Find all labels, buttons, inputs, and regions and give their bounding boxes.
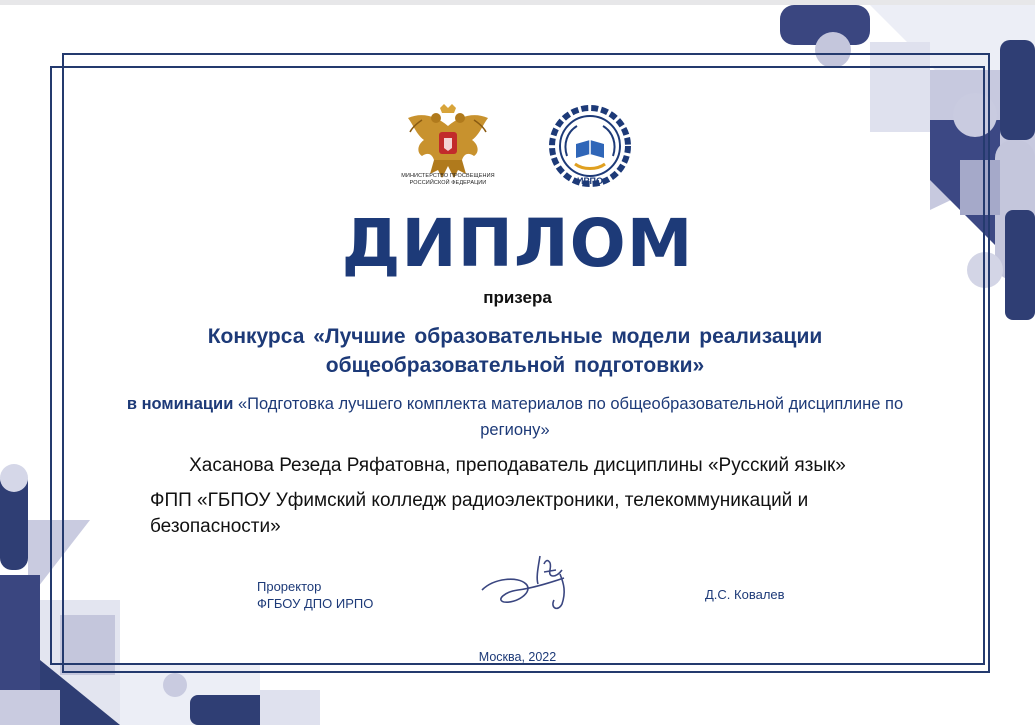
nomination xyxy=(100,391,930,443)
recipient: Хасанова Резеда Ряфатовна, преподаватель дисциплины «Русский язык» xyxy=(189,455,846,476)
contest-name xyxy=(150,322,880,380)
ministry-caption xyxy=(396,173,500,187)
contest-name-line1: Конкурса «Лучшие образовательные модели реализации xyxy=(207,325,823,348)
nomination-text: «Подготовка лучшего комплекта материалов по общеобразовательной дисциплине по региону» xyxy=(237,395,904,439)
signatory-role xyxy=(257,578,373,612)
contest-name-line2: общеобразовательной подготовки» xyxy=(325,354,705,377)
organization: ФПП «ГБПОУ Уфимский колледж радиоэлектроники, телекоммуникаций и безопасности» xyxy=(150,490,809,537)
signatory-name: Д.С. Ковалев xyxy=(705,587,785,602)
irpo-logo-text: ИРПО xyxy=(577,176,603,186)
signatory-role-line1: Проректор xyxy=(257,579,322,594)
award-level: призера xyxy=(483,288,552,307)
city-year: Москва, 2022 xyxy=(478,650,557,664)
nomination-label: в номинации xyxy=(126,395,234,413)
irpo-logo-icon xyxy=(547,104,633,188)
signatory-role-line2: ФГБОУ ДПО ИРПО xyxy=(257,596,374,611)
ministry-caption-line2: РОССИЙСКОЙ ФЕДЕРАЦИИ xyxy=(409,180,487,186)
diploma-title: ДИПЛОМ xyxy=(341,205,694,282)
ministry-caption-line1: МИНИСТЕРСТВО ПРОСВЕЩЕНИЯ xyxy=(401,173,495,179)
handwritten-signature-icon xyxy=(470,548,590,623)
